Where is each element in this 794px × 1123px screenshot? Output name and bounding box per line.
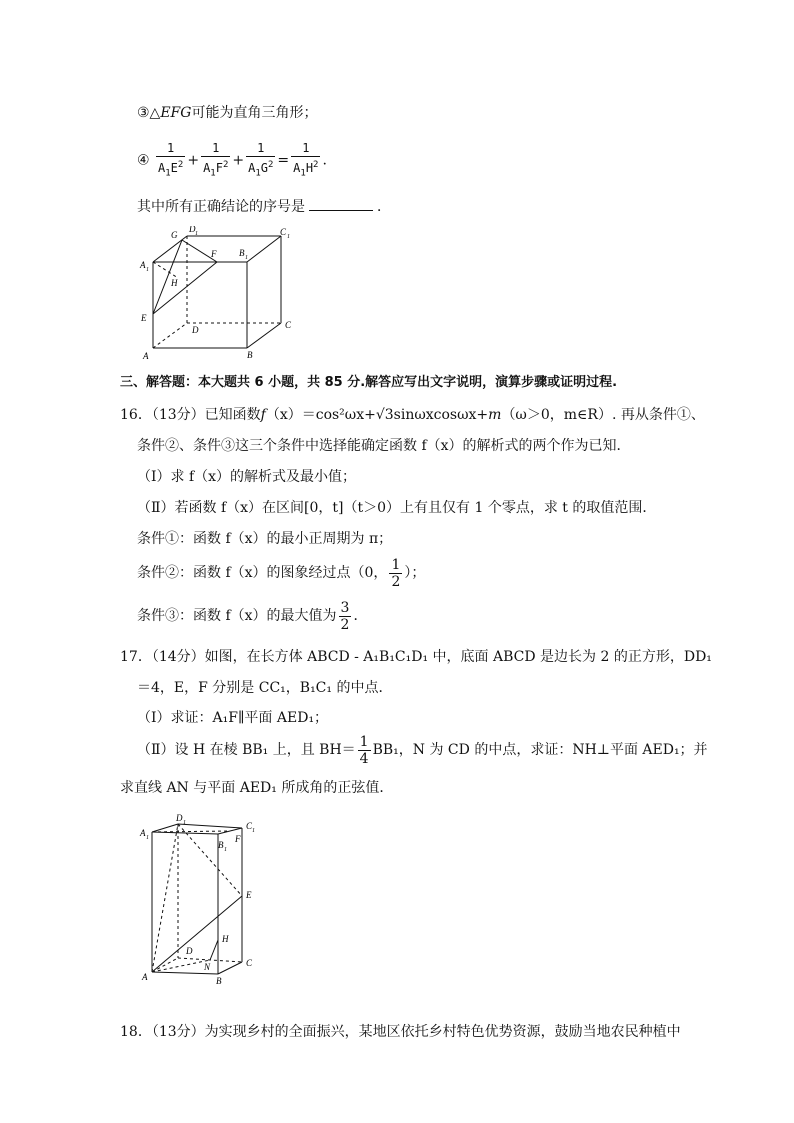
fig2-label-D: D [186, 946, 193, 956]
fig1-label-C1: C [280, 227, 287, 237]
q16-part2: （Ⅱ）若函数 f（x）在区间[0，t]（t＞0）上有且仅有 1 个零点，求 t 的取值范围． [137, 500, 657, 516]
cuboid-figure-1 [135, 226, 305, 364]
q17-last-line: 求直线 AN 与平面 AED₁ 所成角的正弦值． [120, 780, 394, 796]
q15-item4: ④ $\frac{1}{A_1E^2}$ + $\frac{1}{A_1F^2}$ + $\frac{1}{A_1G^2}$ = $\frac{1}{A_1H^2}$ . [137, 141, 327, 179]
q15-item3: ③△EFG可能为直角三角形； [137, 105, 318, 121]
fig1-label-H: H [171, 278, 178, 288]
q18-line1: 18．（13分）为实现乡村的全面振兴，某地区依托乡村特色优势资源，鼓励当地农民种植中 [120, 1024, 681, 1040]
svg-text:1: 1 [245, 255, 248, 261]
q16-part1: （Ⅰ）求 f（x）的解析式及最小值； [137, 469, 357, 485]
q16-line1: 16．（13分）已知函数f（x）＝cos²ωx+√3sinωxcosωx+m（ω＞0，m∈R）. 再从条件①、 [120, 407, 705, 423]
fig1-label-A: A [143, 351, 149, 361]
fig1-label-D: D [192, 325, 199, 335]
fig1-label-E: E [141, 313, 147, 323]
fig2-label-B: B [216, 976, 222, 984]
fig2-label-A: A [142, 972, 148, 982]
svg-text:1: 1 [195, 231, 198, 237]
svg-text:1: 1 [224, 847, 227, 853]
q16-condition-2: 条件②：函数 f（x）的图象经过点（0， $\frac{1}{2}$ ）； [137, 556, 426, 590]
fig1-label-B: B [247, 350, 253, 360]
fig1-label-C: C [285, 320, 292, 330]
q17-part1: （Ⅰ）求证：A₁F∥平面 AED₁； [137, 710, 329, 726]
svg-text:1: 1 [146, 835, 149, 841]
svg-text:1: 1 [287, 234, 290, 240]
fig2-label-E: E [246, 890, 252, 900]
svg-text:1: 1 [183, 820, 186, 826]
q17-part2: （Ⅱ）设 H 在棱 BB₁ 上，且 BH＝ $\frac{1}{4}$ BB₁，N 为 CD 的中点，求证：NH⊥平面 AED₁；并 [137, 733, 708, 767]
fig1-label-D1: D [189, 226, 196, 234]
q15-conclusion: 其中所有正确结论的序号是 ． [137, 199, 391, 215]
fig1-label-A1: A [140, 260, 146, 270]
fig2-label-D1: D [176, 813, 183, 823]
fig2-label-C: C [246, 958, 253, 968]
section-header: 三、解答题：本大题共 6 小题，共 85 分.解答应写出文字说明，演算步骤或证明过程. [120, 375, 618, 390]
q16-line2: 条件②、条件③这三个条件中选择能确定函数 f（x）的解析式的两个作为已知． [137, 438, 631, 454]
svg-text:1: 1 [252, 828, 255, 834]
fig2-label-F: F [235, 834, 241, 844]
svg-text:1: 1 [146, 267, 149, 273]
fig2-label-C1: C [246, 821, 253, 831]
fig2-label-H: H [222, 934, 229, 944]
fig1-label-B1: B [239, 248, 245, 258]
q17-line1: 17．（14分）如图，在长方体 ABCD - A₁B₁C₁D₁ 中，底面 ABCD 是边长为 2 的正方形，DD₁ [120, 649, 712, 665]
cuboid-figure-2 [138, 812, 268, 984]
answer-blank[interactable] [309, 198, 373, 211]
fig2-label-A1: A [140, 828, 146, 838]
fig1-label-F: F [211, 249, 217, 259]
fig2-label-B1: B [218, 840, 224, 850]
q16-condition-1: 条件①：函数 f（x）的最小正周期为 π； [137, 531, 393, 547]
fig1-label-G: G [171, 230, 178, 240]
q17-line2: ＝4，E，F 分别是 CC₁，B₁C₁ 的中点． [137, 680, 393, 696]
q16-condition-3: 条件③：函数 f（x）的最大值为 $\frac{3}{2}$ ． [137, 599, 368, 633]
fig2-label-N: N [204, 962, 211, 972]
